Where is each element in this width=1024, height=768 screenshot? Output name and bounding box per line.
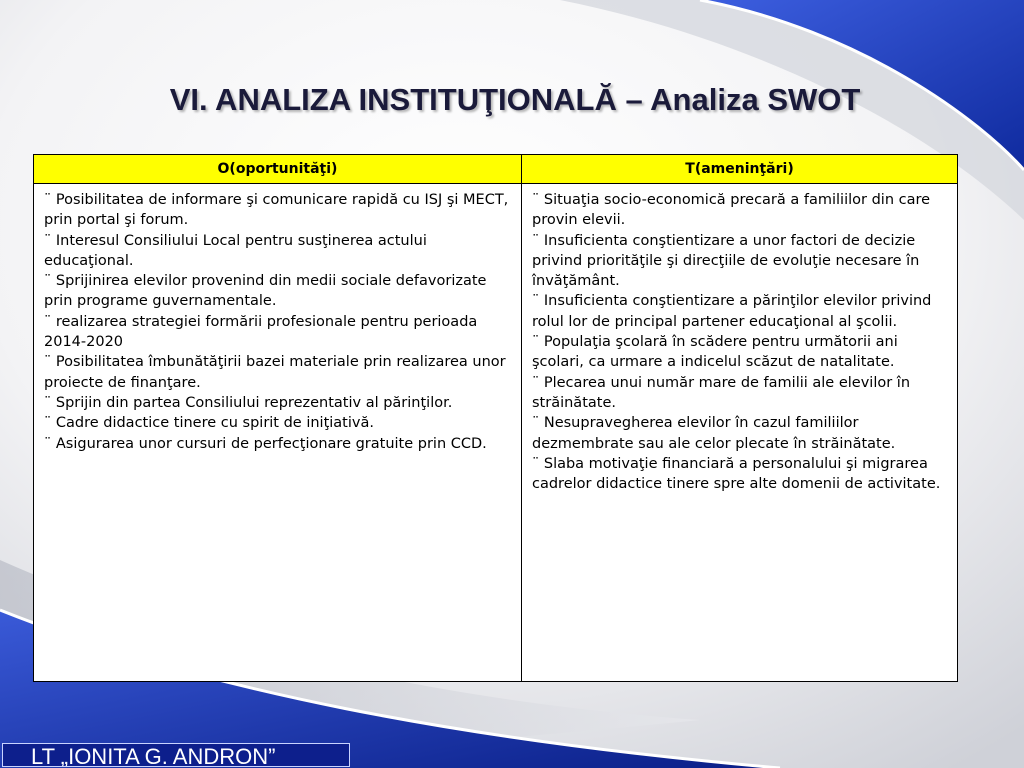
opportunity-item: ¨ Asigurarea unor cursuri de perfecţionare gratuite prin CCD. <box>44 435 487 452</box>
slide-title: VI. ANALIZA INSTITUŢIONALĂ – Analiza SWOT <box>169 82 861 117</box>
table-header-row <box>34 155 958 184</box>
opportunity-item: ¨ realizarea strategiei formării profesionale pentru perioada 2014-2020 <box>44 313 478 351</box>
threat-item: ¨ Insuficienta conştientizare a părinţilor elevilor privind rolul lor de principal partener educaţional al şcolii. <box>532 293 932 330</box>
table-row <box>34 184 958 682</box>
threats-cell <box>522 184 958 682</box>
opportunity-item: ¨ Posibilitatea îmbunătăţirii bazei materiale prin realizarea unor proiecte de finanţare. <box>44 354 506 391</box>
threat-item: ¨ Insuficienta conştientizare a unor factori de decizie privind priorităţile şi direcţiile de evoluţie necesare în învăţământ. <box>532 232 920 290</box>
threat-item: ¨ Nesupravegherea elevilor în cazul familiilor dezmembrate sau ale celor plecate în străinătate. <box>532 415 896 452</box>
opportunity-item: ¨ Sprijin din partea Consiliului reprezentativ al părinţilor. <box>44 394 453 411</box>
opportunities-cell <box>34 184 522 682</box>
opportunity-item: ¨ Cadre didactice tinere cu spirit de iniţiativă. <box>44 415 374 432</box>
threat-item: ¨ Populaţia şcolară în scădere pentru următorii ani şcolari, ca urmare a indicelul scăzut de natalitate. <box>532 334 898 371</box>
opportunity-item: ¨ Posibilitatea de informare şi comunicare rapidă cu ISJ şi MECT, prin portal şi forum. <box>44 192 509 229</box>
swot-table <box>33 154 958 682</box>
opportunity-item: ¨ Interesul Consiliului Local pentru susţinerea actului educaţional. <box>44 232 427 269</box>
threat-item: ¨ Plecarea unui număr mare de familii ale elevilor în străinătate. <box>532 374 911 411</box>
threat-item: ¨ Situaţia socio-economică precară a familiilor din care provin elevii. <box>532 192 931 229</box>
threat-item: ¨ Slaba motivaţie financiară a personalului şi migrarea cadrelor didactice tinere spre alte domenii de activitate. <box>532 455 941 493</box>
opportunity-item: ¨ Sprijinirea elevilor provenind din medii sociale defavorizate prin programe guvernamentale. <box>44 273 487 310</box>
header-threats: T(ameninţări) <box>522 155 958 184</box>
header-opportunities: O(oportunităţi) <box>34 155 522 184</box>
footer-institution-label: LT „IONITA G. ANDRON” <box>2 743 350 767</box>
